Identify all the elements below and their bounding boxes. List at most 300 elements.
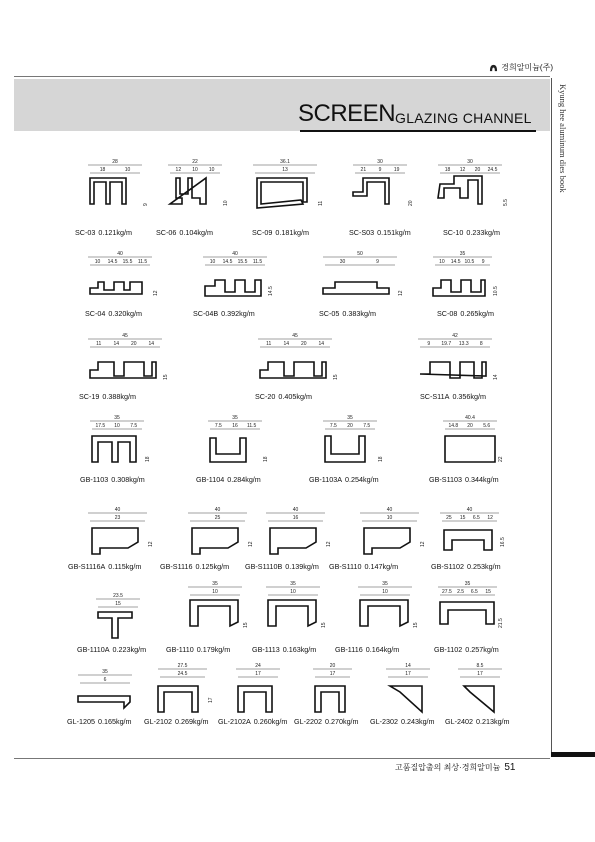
- profile-code: SC-06: [156, 228, 177, 237]
- profile-caption: [79, 392, 139, 401]
- dimension-label-height: 15: [243, 622, 249, 628]
- profile-cross-section-icon: [258, 506, 333, 561]
- dimension-label: 11.5: [246, 423, 257, 429]
- profile-cross-section-icon: [432, 506, 507, 561]
- page-footer: [395, 762, 515, 773]
- profile-outline: [158, 686, 198, 712]
- dimension-label: 6.5: [472, 515, 480, 521]
- profile-code: SC-S03: [349, 228, 375, 237]
- profile-outline: [78, 696, 130, 708]
- dimension-label: 13: [282, 167, 288, 173]
- dimension-label: 35: [114, 415, 120, 421]
- profile-weight: 0.104kg/m: [179, 228, 213, 237]
- profile-outline: [170, 178, 206, 204]
- profile-cross-section-icon: [80, 250, 160, 310]
- profile-cross-section-icon: [258, 580, 328, 642]
- side-tab-label: Kyung hee aluminum dies book: [558, 84, 568, 193]
- profile-drawing: [435, 414, 505, 476]
- dimension-label: 8: [479, 341, 483, 347]
- profile-outline: [192, 528, 238, 554]
- dimension-label-height: 15: [321, 622, 327, 628]
- dimension-label-height: 15: [413, 622, 419, 628]
- dimension-label: 12: [459, 167, 466, 173]
- dimension-label: 22: [192, 159, 198, 165]
- profile-code: GB-S1116: [160, 562, 193, 571]
- profile-outline: [464, 686, 494, 712]
- dimension-label: 28: [112, 159, 118, 165]
- profile-caption: [193, 309, 258, 318]
- profile-caption: [77, 645, 149, 654]
- dimension-label: 7.5: [214, 423, 222, 429]
- dimension-label-height: 20: [408, 200, 414, 206]
- profile-weight: 0.139kg/m: [285, 562, 319, 571]
- profile-outline: [420, 362, 486, 378]
- profile-cross-section-icon: [70, 668, 140, 716]
- profile-cross-section-icon: [305, 662, 360, 717]
- dimension-label: 19: [393, 167, 400, 173]
- profile-cross-section-icon: [430, 580, 505, 642]
- profile-caption: [420, 392, 489, 401]
- profile-drawing: [80, 158, 150, 220]
- profile-code: GB-1116: [335, 645, 363, 654]
- profile-code: SC-04B: [193, 309, 219, 318]
- title-underline: [300, 130, 536, 132]
- dimension-label-height: 10.5: [493, 286, 499, 296]
- footer-text: 고품질압출의 최상·경희알미늄: [395, 763, 501, 772]
- profile-cross-section-icon: [180, 580, 250, 642]
- dimension-label-height: 12: [248, 541, 254, 547]
- profile-weight: 0.388kg/m: [102, 392, 136, 401]
- dimension-label-height: 18: [263, 456, 269, 462]
- dimension-label: 40: [114, 507, 121, 513]
- profile-code: GB-S1110: [329, 562, 362, 571]
- profile-caption: [218, 717, 290, 726]
- profile-drawing: [180, 580, 250, 642]
- page-title: SCREEN: [298, 100, 396, 127]
- profile-outline: [433, 280, 485, 296]
- profile-code: GB-1113: [252, 645, 280, 654]
- profile-outline: [90, 362, 156, 378]
- profile-drawing: [315, 250, 405, 310]
- page-subtitle: GLAZING CHANNEL: [395, 110, 532, 126]
- dimension-label: 17: [405, 671, 411, 677]
- dimension-label: 20: [329, 663, 336, 669]
- profile-drawing: [345, 158, 415, 220]
- profile-outline: [444, 530, 492, 550]
- dimension-label: 35: [290, 581, 296, 587]
- profile-outline: [270, 528, 316, 554]
- dimension-label: 40: [386, 507, 393, 513]
- dimension-label: 35: [382, 581, 388, 587]
- dimension-label: 40: [232, 251, 238, 257]
- profile-outline: [90, 282, 142, 294]
- dimension-label: 18: [444, 167, 451, 173]
- profile-weight: 0.147kg/m: [364, 562, 399, 571]
- profile-code: SC-03: [75, 228, 96, 237]
- footer-rule: [14, 758, 550, 759]
- dimension-label: 10: [114, 423, 120, 429]
- dimension-label: 15.5: [237, 259, 248, 265]
- dimension-label: 35: [232, 415, 238, 421]
- profile-caption: [160, 562, 232, 571]
- profile-drawing: [350, 580, 420, 642]
- profile-caption: [329, 562, 401, 571]
- profile-weight: 0.320kg/m: [108, 309, 142, 318]
- dimension-label: 6: [103, 677, 107, 683]
- profile-weight: 0.213kg/m: [475, 717, 510, 726]
- profile-code: GB-1103: [80, 475, 109, 484]
- profile-weight: 0.151kg/m: [377, 228, 411, 237]
- profile-drawing: [352, 506, 427, 561]
- dimension-label: 10: [290, 589, 296, 595]
- profile-outline: [205, 280, 261, 296]
- profile-drawing: [180, 506, 255, 561]
- profile-drawing: [195, 250, 275, 310]
- dimension-label: 25: [446, 515, 452, 521]
- profile-caption: [196, 475, 264, 484]
- dimension-label: 35: [464, 581, 471, 587]
- dimension-label: 27.5: [177, 663, 188, 669]
- dimension-label: 36.1: [280, 159, 290, 165]
- profile-cross-section-icon: [82, 414, 152, 476]
- profile-drawing: [80, 506, 155, 561]
- dimension-label: 30: [339, 259, 346, 265]
- profile-weight: 0.383kg/m: [342, 309, 376, 318]
- dimension-label: 10: [208, 167, 215, 173]
- profile-drawing: [70, 668, 140, 716]
- profile-code: SC-08: [437, 309, 458, 318]
- profile-caption: [429, 475, 502, 484]
- dimension-label-height: 12: [398, 290, 404, 296]
- profile-outline: [92, 436, 136, 462]
- dimension-label: 10: [192, 167, 198, 173]
- profile-caption: [349, 228, 414, 237]
- header-rule: [14, 76, 550, 77]
- dimension-label: 18: [99, 167, 106, 173]
- dimension-label: 6.5: [470, 589, 478, 595]
- profile-code: GB-S1102: [431, 562, 465, 571]
- dimension-label: 17: [329, 671, 336, 677]
- dimension-label: 8.5: [476, 663, 484, 669]
- dimension-label: 35: [347, 415, 353, 421]
- profile-cross-section-icon: [80, 332, 170, 394]
- profile-weight: 0.181kg/m: [275, 228, 309, 237]
- dimension-label-height: 10: [223, 200, 229, 206]
- profile-caption: [319, 309, 379, 318]
- profile-caption: [443, 228, 503, 237]
- dimension-label: 20: [347, 423, 353, 429]
- profile-cross-section-icon: [450, 662, 510, 717]
- dimension-label: 14: [318, 341, 325, 347]
- dimension-label: 25: [214, 515, 221, 521]
- brand-name: 경희알미늄(주): [501, 63, 553, 72]
- profile-outline: [360, 600, 408, 626]
- profile-drawing: [80, 250, 160, 310]
- profile-code: GL-2102A: [218, 717, 251, 726]
- profile-code: GB-1110: [166, 645, 194, 654]
- profile-drawing: [450, 662, 510, 717]
- dimension-label: 14.5: [107, 259, 118, 265]
- profile-outline: [440, 602, 494, 624]
- profile-weight: 0.257kg/m: [465, 645, 499, 654]
- profile-code: GL-1205: [67, 717, 95, 726]
- profile-caption: [437, 309, 497, 318]
- profile-cross-section-icon: [80, 506, 155, 561]
- profile-weight: 0.179kg/m: [196, 645, 231, 654]
- dimension-label: 30: [377, 159, 383, 165]
- dimension-label: 14: [148, 341, 155, 347]
- profile-outline: [92, 528, 138, 554]
- profile-cross-section-icon: [180, 506, 255, 561]
- dimension-label: 24.5: [177, 671, 188, 677]
- dimension-label: 40.4: [465, 415, 475, 421]
- profile-outline: [438, 176, 482, 204]
- dimension-label-height: 21.5: [498, 618, 504, 628]
- profile-outline: [390, 686, 422, 712]
- profile-cross-section-icon: [378, 662, 438, 717]
- profile-outline: [257, 178, 307, 208]
- dimension-label: 19.7: [441, 341, 452, 347]
- dimension-label-height: 18: [378, 456, 384, 462]
- profile-code: GB-S1116A: [68, 562, 106, 571]
- dimension-label: 14.5: [222, 259, 233, 265]
- profile-caption: [309, 475, 382, 484]
- profile-caption: [252, 645, 319, 654]
- profile-drawing: [80, 332, 170, 394]
- dimension-label: 11.5: [137, 259, 148, 265]
- dimension-label: 40: [466, 507, 473, 513]
- dimension-label: 24: [255, 663, 261, 669]
- dimension-label-height: 9: [143, 203, 149, 206]
- profile-cross-section-icon: [430, 158, 510, 220]
- dimension-label: 10.5: [464, 259, 475, 265]
- profile-drawing: [200, 414, 270, 476]
- dimension-label: 20: [300, 341, 307, 347]
- dimension-label: 7.5: [130, 423, 138, 429]
- profile-code: GL-2102: [144, 717, 172, 726]
- profile-cross-section-icon: [200, 414, 270, 476]
- dimension-label: 10: [439, 259, 445, 265]
- dimension-label: 27.5: [442, 589, 452, 595]
- profile-code: GB-1102: [434, 645, 463, 654]
- dimension-label: 13.3: [458, 341, 469, 347]
- profile-caption: [294, 717, 362, 726]
- profile-code: SC-04: [85, 309, 106, 318]
- profile-weight: 0.308kg/m: [111, 475, 145, 484]
- profile-outline: [260, 362, 326, 378]
- dimension-label: 20: [474, 167, 481, 173]
- profile-weight: 0.165kg/m: [97, 717, 132, 726]
- dimension-label: 20: [467, 423, 473, 429]
- dimension-label: 9: [481, 259, 485, 265]
- page-number: 51: [504, 762, 516, 773]
- dimension-label: 10: [94, 259, 101, 265]
- profile-drawing: [228, 662, 288, 717]
- dimension-label: 2.5: [457, 589, 465, 595]
- profile-weight: 0.284kg/m: [227, 475, 261, 484]
- dimension-label: 40: [117, 251, 123, 257]
- dimension-label: 9: [378, 167, 382, 173]
- profile-outline: [90, 178, 126, 204]
- profile-weight: 0.344kg/m: [465, 475, 499, 484]
- dimension-label: 50: [357, 251, 363, 257]
- dimension-label: 11: [266, 341, 272, 347]
- profile-drawing: [245, 158, 325, 220]
- profile-code: GL-2202: [294, 717, 322, 726]
- profile-outline: [445, 436, 495, 462]
- profile-caption: [166, 645, 233, 654]
- profile-weight: 0.223kg/m: [112, 645, 147, 654]
- dimension-label: 30: [467, 159, 473, 165]
- profile-weight: 0.269kg/m: [174, 717, 209, 726]
- dimension-label: 23.5: [113, 593, 123, 599]
- dimension-label: 12: [175, 167, 182, 173]
- dimension-label: 35: [459, 251, 466, 257]
- profile-caption: [144, 717, 212, 726]
- profile-weight: 0.405kg/m: [278, 392, 312, 401]
- profile-outline: [210, 438, 246, 462]
- profile-weight: 0.115kg/m: [108, 562, 142, 571]
- profile-code: SC-20: [255, 392, 276, 401]
- dimension-label-height: 11: [318, 200, 324, 206]
- dimension-label: 14: [283, 341, 290, 347]
- profile-weight: 0.392kg/m: [221, 309, 255, 318]
- dimension-label: 45: [122, 333, 128, 339]
- dimension-label: 16: [232, 423, 238, 429]
- profile-code: GB-1104: [196, 475, 225, 484]
- dimension-label: 15: [485, 589, 491, 595]
- dimension-label: 45: [292, 333, 298, 339]
- dimension-label: 10: [382, 589, 388, 595]
- profile-caption: [156, 228, 216, 237]
- profile-outline: [268, 600, 316, 626]
- profile-code: SC-19: [79, 392, 100, 401]
- profile-caption: [445, 717, 513, 726]
- profile-outline: [353, 178, 389, 204]
- dimension-label-height: 15: [163, 374, 169, 380]
- profile-cross-section-icon: [410, 332, 500, 394]
- dimension-label-height: 12: [153, 290, 159, 296]
- profile-weight: 0.233kg/m: [466, 228, 500, 237]
- dimension-label: 10: [209, 259, 216, 265]
- profile-drawing: [432, 506, 507, 561]
- profile-cross-section-icon: [245, 158, 325, 220]
- profile-caption: [75, 228, 135, 237]
- profile-caption: [434, 645, 502, 654]
- dimension-label-height: 22: [498, 456, 504, 462]
- profile-weight: 0.243kg/m: [400, 717, 435, 726]
- profile-drawing: [430, 580, 505, 642]
- profile-cross-section-icon: [435, 414, 505, 476]
- profile-code: GB-1103A: [309, 475, 343, 484]
- profile-code: GL-2302: [370, 717, 398, 726]
- dimension-label: 17: [477, 671, 483, 677]
- profile-cross-section-icon: [250, 332, 340, 394]
- profile-caption: [252, 228, 312, 237]
- profile-cross-section-icon: [80, 158, 150, 220]
- profile-outline: [238, 686, 272, 712]
- dimension-label-height: 15: [333, 374, 339, 380]
- profile-caption: [85, 309, 145, 318]
- profile-weight: 0.270kg/m: [324, 717, 359, 726]
- profile-caption: [80, 475, 148, 484]
- profile-weight: 0.254kg/m: [345, 475, 379, 484]
- profile-weight: 0.260kg/m: [253, 717, 288, 726]
- profile-cross-section-icon: [315, 414, 385, 476]
- dimension-label: 40: [214, 507, 221, 513]
- profile-outline: [98, 612, 132, 638]
- profile-cross-section-icon: [350, 580, 420, 642]
- profile-caption: [68, 562, 144, 571]
- dimension-label-height: 16.5: [500, 537, 506, 547]
- profile-drawing: [82, 414, 152, 476]
- dimension-label-height: 5.5: [503, 199, 509, 206]
- dimension-label: 17: [255, 671, 261, 677]
- profile-outline: [364, 528, 410, 554]
- profile-weight: 0.356kg/m: [452, 392, 486, 401]
- profile-cross-section-icon: [160, 158, 230, 220]
- profile-outline: [315, 686, 345, 712]
- profile-code: SC-09: [252, 228, 273, 237]
- profile-drawing: [315, 414, 385, 476]
- profile-code: SC-S11A: [420, 392, 450, 401]
- profile-cross-section-icon: [345, 158, 415, 220]
- profile-code: GL-2402: [445, 717, 473, 726]
- profile-weight: 0.163kg/m: [282, 645, 317, 654]
- dimension-label: 24.5: [487, 167, 498, 173]
- brand-emblem-icon: [489, 64, 498, 72]
- dimension-label-height: 14.5: [268, 286, 274, 296]
- profile-caption: [245, 562, 322, 571]
- dimension-label: 14.5: [450, 259, 461, 265]
- dimension-label-height: 12: [148, 541, 154, 547]
- profile-caption: [370, 717, 438, 726]
- profile-caption: [431, 562, 504, 571]
- profile-drawing: [258, 506, 333, 561]
- profile-code: SC-05: [319, 309, 340, 318]
- profile-code: GB-S1103: [429, 475, 463, 484]
- profile-drawing: [160, 158, 230, 220]
- dimension-label: 11: [96, 341, 102, 347]
- profile-weight: 0.253kg/m: [467, 562, 501, 571]
- profile-code: SC-10: [443, 228, 464, 237]
- dimension-label: 12: [487, 515, 493, 521]
- dimension-label: 10: [212, 589, 218, 595]
- dimension-label: 15: [459, 515, 466, 521]
- profile-cross-section-icon: [425, 250, 500, 310]
- dimension-label-height: 12: [420, 541, 426, 547]
- profile-drawing: [430, 158, 510, 220]
- profile-drawing: [150, 662, 215, 717]
- dimension-label: 9: [376, 259, 379, 265]
- profile-outline: [325, 436, 365, 462]
- profile-weight: 0.121kg/m: [98, 228, 132, 237]
- profile-drawing: [410, 332, 500, 394]
- dimension-label: 15.5: [122, 259, 133, 265]
- dimension-label: 14: [405, 663, 411, 669]
- dimension-label: 35: [102, 669, 108, 675]
- profile-weight: 0.164kg/m: [365, 645, 400, 654]
- dimension-label: 10: [124, 167, 131, 173]
- dimension-label: 21: [360, 167, 367, 173]
- profile-drawing: [258, 580, 328, 642]
- profile-caption: [335, 645, 402, 654]
- dimension-label: 15: [115, 601, 121, 607]
- dimension-label: 11.5: [252, 259, 263, 265]
- profile-cross-section-icon: [150, 662, 215, 717]
- profile-drawing: [250, 332, 340, 394]
- profile-weight: 0.265kg/m: [460, 309, 494, 318]
